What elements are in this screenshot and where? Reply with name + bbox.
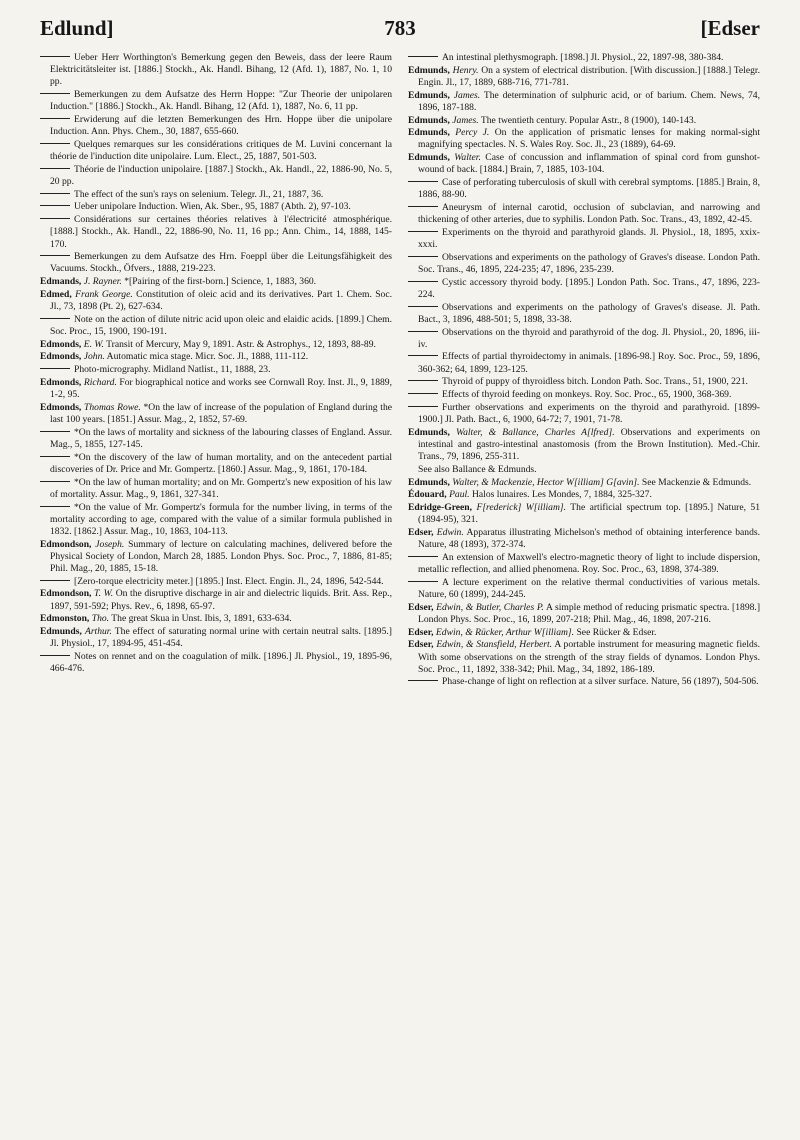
bibliography-entry: [408, 427, 760, 463]
bibliography-entry: [40, 402, 392, 426]
entry-text: Effects of partial thyroidectomy in animals. [1896-98.] Roy. Soc. Proc., 59, 1896, 360-362; 64, 1899, 123-125.: [418, 351, 760, 375]
entry-text: The artificial spectrum top. [1895.] Nature, 51 (1894-95), 321.: [418, 502, 760, 526]
entry-author-surname: Edmunds,: [408, 152, 450, 164]
ditto-dash: [40, 218, 70, 219]
ditto-dash: [40, 318, 70, 319]
entry-author-forename: Arthur.: [84, 626, 112, 638]
page-header: [40, 16, 760, 46]
entry-author-surname: Edmonston,: [40, 613, 90, 625]
bibliography-entry: [408, 90, 760, 114]
bibliography-entry: [40, 139, 392, 163]
bibliography-entry: [40, 89, 392, 113]
ditto-dash: [40, 93, 70, 94]
bibliography-entry: [408, 639, 760, 675]
entry-text: The great Skua in Unst. Ibis, 3, 1891, 633-634.: [111, 613, 292, 625]
entry-text: Experiments on the thyroid and parathyroid glands. Jl. Physiol., 18, 1895, xxix-xxxi.: [418, 226, 760, 251]
entry-text: The effect of the sun's rays on selenium. Telegr. Jl., 21, 1887, 36.: [74, 188, 324, 200]
bibliography-entry: [408, 676, 760, 688]
entry-text: On the application of prismatic lenses for making normal-sight magnifying spectacles. N. S. Wales Roy. Soc. Jl., 23 (1889), 64-69.: [418, 127, 760, 151]
ditto-dash: [40, 580, 70, 581]
bibliography-entry: [408, 402, 760, 426]
entry-author-forename: T. W.: [94, 588, 114, 600]
ditto-dash: [40, 456, 70, 457]
bibliography-entry: [408, 65, 760, 89]
entry-author-surname: Edmondson,: [40, 538, 92, 550]
right-column: [408, 52, 760, 689]
entry-text: *On the discovery of the law of human mortality, and on the antecedent partial discoveries of Dr. Price and Mr. Gompertz. [1860.] Assur. Mag., 9, 1861, 170-184.: [50, 451, 392, 475]
bibliography-entry: [408, 489, 760, 501]
entry-text: Summary of lecture on calculating machines, delivered before the Physical Society of London, March 28, 1885. London Phys. Soc. Proc., 7, 1886, 81-85; Phil. Mag., 20, 1885, 15-18.: [50, 538, 392, 574]
entry-author-surname: Edmunds,: [408, 127, 450, 139]
entry-text: Observations and experiments on the pathology of Graves's disease. London Path. Soc. Trans., 46, 1895, 224-235; 47, 1896, 235-239.: [418, 251, 760, 275]
entry-author-surname: Edmonds,: [40, 338, 82, 350]
bibliography-entry: [40, 114, 392, 138]
ditto-dash: [408, 581, 438, 582]
entry-text: See also Ballance & Edmunds.: [418, 463, 537, 475]
entry-text: Halos lunaires. Les Mondes, 7, 1884, 325-327.: [472, 489, 652, 501]
entry-author-forename: Tho.: [91, 613, 110, 625]
left-column: [40, 52, 392, 676]
entry-text: Case of perforating tuberculosis of skull with cerebral symptoms. [1885.] Brain, 8, 1886, 88-90.: [418, 177, 760, 201]
entry-text: Apparatus illustrating Michelson's method of obtaining interference bands. Nature, 48 (1893), 372-374.: [418, 527, 760, 551]
bibliography-entry: [40, 427, 392, 451]
ditto-dash: [40, 143, 70, 144]
entry-text: Case of concussion and inflammation of spinal cord from gunshot-wound of back. [1884.] Brain, 7, 1885, 103-104.: [418, 152, 760, 176]
entry-author-surname: Edmonds,: [40, 351, 82, 363]
bibliography-entry: [408, 627, 760, 639]
bibliography-entry: [40, 613, 392, 625]
entry-author-surname: Edmunds,: [40, 626, 82, 638]
ditto-dash: [40, 368, 70, 369]
entry-author-forename: Thomas Rowe.: [84, 401, 141, 413]
ditto-dash: [40, 481, 70, 482]
entry-author-surname: Edser,: [408, 601, 434, 613]
entry-text: Bemerkungen zu dem Aufsatze des Herrn Hoppe: "Zur Theorie der unipolaren Induction." [1886.] Stockh., Ak. Handl. Bihang, 12 (Afd. 1), 1887, No. 6, 11 pp.: [50, 89, 392, 113]
bibliography-entry: [408, 502, 760, 526]
entry-text: *On the value of Mr. Gompertz's formula for the number living, in terms of the mortality according to age, compared with the value of a similar formula published in 1832. [1862.] Assur. Mag., 10, 1863, 104-113.: [50, 501, 392, 537]
ditto-dash: [408, 406, 438, 407]
entry-author-surname: Edmunds,: [408, 114, 450, 126]
bibliography-entry: [40, 214, 392, 250]
entry-text: Further observations and experiments on the thyroid and parathyroid. [1899-1900.] Jl. Path. Bact., 6, 1900, 64-72; 7, 1901, 71-78.: [418, 401, 760, 426]
bibliography-entry: [40, 276, 392, 288]
ditto-dash: [408, 556, 438, 557]
entry-text: Effects of thyroid feeding on monkeys. Roy. Soc. Proc., 65, 1900, 368-369.: [442, 389, 732, 401]
bibliography-entry: [40, 626, 392, 650]
bibliography-entry: [408, 527, 760, 551]
entry-text: *On the laws of mortality and sickness of the labouring classes of England. Assur. Mag., 5, 1855, 127-145.: [50, 426, 392, 450]
entry-author-surname: Edmonds,: [40, 401, 82, 413]
entry-author-surname: Edser,: [408, 639, 434, 651]
entry-text: On the disruptive discharge in air and dielectric liquids. Brit. Ass. Rep., 1897, 591-592; Phys. Rev., 6, 1898, 65-97.: [50, 588, 392, 612]
ditto-dash: [408, 256, 438, 257]
ditto-dash: [408, 355, 438, 356]
entry-text: Considérations sur certaines théories relatives à l'électricité atmosphérique. [1888.] Stockh., Ak. Handl., 22, 1886-90, No. 11, 16 pp.; Ann. Chim., 14, 1888, 145-170.: [50, 214, 392, 250]
entry-text: An extension of Maxwell's electro-magnetic theory of light to include dispersion, metallic reflection, and allied phenomena. Roy. Soc. Proc., 63, 1898, 374-389.: [418, 551, 760, 576]
entry-author-forename: Frank George.: [75, 288, 133, 300]
bibliography-entry: [408, 552, 760, 576]
entry-text: See Rücker & Edser.: [576, 626, 657, 638]
entry-text: On a system of electrical distribution. [With discussion.] [1888.] Telegr. Engin. Jl., 17, 1889, 688-716, 771-781.: [418, 64, 760, 88]
header-left-running-head: Edlund]: [40, 16, 114, 40]
entry-author-surname: Edmands,: [40, 276, 82, 288]
bibliography-entry: [408, 389, 760, 401]
ditto-dash: [40, 506, 70, 507]
ditto-dash: [408, 206, 438, 207]
entry-text: *On the law of human mortality; and on Mr. Gompertz's new exposition of his law of mortality. Assur. Mag., 9, 1861, 327-341.: [50, 476, 392, 500]
entry-author-surname: Édouard,: [408, 489, 447, 501]
entry-text: Automatic mica stage. Micr. Soc. Jl., 1888, 111-112.: [106, 351, 309, 363]
entry-author-forename: Percy J.: [455, 127, 490, 139]
bibliography-entry: [40, 289, 392, 313]
entry-author-forename: Joseph.: [95, 538, 125, 550]
entry-text: [Zero-torque electricity meter.] [1895.] Inst. Elect. Engin. Jl., 24, 1896, 542-544.: [74, 575, 384, 587]
ditto-dash: [40, 118, 70, 119]
bibliography-entry: [408, 376, 760, 388]
ditto-dash: [40, 193, 70, 194]
bibliography-entry: [40, 201, 392, 213]
bibliography-entry: [408, 202, 760, 226]
entry-text: *[Pairing of the first-born.] Science, 1, 1883, 360.: [124, 276, 317, 288]
entry-author-surname: Edmunds,: [408, 64, 450, 76]
entry-text: See Mackenzie & Edmunds.: [641, 476, 752, 488]
ditto-dash: [408, 181, 438, 182]
entry-text: Transit of Mercury, May 9, 1891. Astr. & Astrophys., 12, 1893, 88-89.: [106, 338, 376, 350]
entry-author-forename: Edwin, & Butler, Charles P.: [436, 601, 544, 613]
bibliography-entry: [40, 52, 392, 88]
entry-text: Thyroid of puppy of thyroidless bitch. London Path. Soc. Trans., 51, 1900, 221.: [442, 376, 748, 388]
ditto-dash: [40, 255, 70, 256]
ditto-dash: [40, 56, 70, 57]
bibliography-entry: [408, 177, 760, 201]
entry-author-surname: Edser,: [408, 527, 434, 538]
entry-text: Erwiderung auf die letzten Bemerkungen des Hrn. Hoppe über die unipolare Induction. Ann. Phys. Chem., 30, 1887, 655-660.: [50, 113, 392, 138]
entry-author-forename: James.: [452, 114, 479, 126]
entry-text: Aneurysm of internal carotid, occlusion of subclavian, and narrowing and thickening of other arteries, due to syphilis. London Path. Soc. Trans., 43, 1892, 42-45.: [418, 202, 760, 226]
entry-text: Observations and experiments on the pathology of Graves's disease. Jl. Path. Bact., 3, 1896, 488-501; 5, 1898, 33-38.: [418, 301, 760, 325]
bibliography-entry: [40, 364, 392, 376]
entry-text: Cystic accessory thyroid body. [1895.] London Path. Soc. Trans., 47, 1896, 223-224.: [418, 276, 760, 300]
entry-author-surname: Edmunds,: [408, 476, 450, 488]
entry-author-forename: Richard.: [83, 376, 117, 388]
bibliography-entry: [408, 477, 760, 489]
ditto-dash: [408, 231, 438, 232]
bibliography-entry: [40, 314, 392, 338]
ditto-dash: [408, 680, 438, 681]
entry-text: Photo-micrography. Midland Natlist., 11, 1888, 23.: [74, 364, 271, 376]
entry-text: Théorie de l'induction unipolaire. [1887.] Stockh., Ak. Handl., 22, 1886-90, No. 5, 20 pp.: [50, 163, 392, 187]
entry-text: For biographical notice and works see Cornwall Roy. Inst. Jl., 9, 1889, 1-2, 95.: [50, 376, 392, 401]
entry-text: The effect of saturating normal urine with certain neutral salts. [1895.] Jl. Physiol., 17, 1894-95, 451-454.: [50, 626, 392, 650]
entry-text: A portable instrument for measuring magnetic fields. With some observations on the strength of the stray fields of dynamos. London Phys. Soc. Proc., 11, 1892, 338-342; Phil. Mag., 34, 1892, 186-189.: [418, 639, 760, 675]
bibliography-entry: [408, 227, 760, 251]
bibliography-entry: [408, 327, 760, 351]
page-number: 783: [384, 16, 416, 40]
bibliography-entry: [40, 651, 392, 675]
ditto-dash: [40, 168, 70, 169]
bibliography-entry: [40, 588, 392, 612]
bibliography-entry: [408, 277, 760, 301]
entry-author-forename: James.: [453, 89, 481, 101]
entry-text: A simple method of reducing prismatic spectra. [1898.] London Phys. Soc. Proc., 16, 1899, 207-218; Phil. Mag., 46, 1898, 207-216.: [418, 601, 761, 625]
header-right-running-head: [Edser: [700, 16, 760, 40]
entry-text: Observations on the thyroid and parathyroid of the dog. Jl. Physiol., 20, 1896, iii-iv.: [418, 326, 760, 350]
bibliography-entry: [40, 576, 392, 588]
bibliography-entry: [40, 351, 392, 363]
ditto-dash: [408, 281, 438, 282]
entry-text: The determination of sulphuric acid, or of barium. Chem. News, 74, 1896, 187-188.: [418, 89, 760, 113]
entry-text: Observations and experiments on intestinal and gastro-intestinal anastomosis (from the Brown Institution). Med.-Chir. Trans., 79, 1896, 255-311.: [418, 426, 760, 463]
entry-author-forename: E. W.: [83, 338, 104, 350]
bibliography-entry: [408, 115, 760, 127]
bibliography-entry: [408, 351, 760, 375]
bibliography-entry: [408, 302, 760, 326]
ditto-dash: [40, 655, 70, 656]
bibliography-entry: [40, 189, 392, 201]
bibliography-entry: [40, 477, 392, 501]
entry-text: Notes on rennet and on the coagulation of milk. [1896.] Jl. Physiol., 19, 1895-96, 466-476.: [50, 650, 392, 675]
bibliography-entry: [40, 377, 392, 401]
ditto-dash: [408, 331, 438, 332]
entry-author-surname: Edmed,: [40, 288, 72, 300]
bibliography-entry: [40, 164, 392, 188]
entry-author-forename: Henry.: [452, 64, 479, 76]
entry-text: A lecture experiment on the relative thermal conductivities of various metals. Nature, 60 (1899), 244-245.: [418, 576, 760, 600]
bibliography-entry: [408, 152, 760, 176]
entry-text: Bemerkungen zu dem Aufsatze des Hrn. Foeppl über die Leitungsfähigkeit des Vacuums. Stockh., Öfvers., 1888, 219-223.: [50, 251, 392, 275]
entry-author-forename: John.: [83, 351, 105, 363]
bibliography-entry: [408, 52, 760, 64]
entry-author-forename: F[rederick] W[illiam].: [476, 502, 567, 514]
bibliography-entry: [40, 539, 392, 575]
entry-text: Phase-change of light on reflection at a silver surface. Nature, 56 (1897), 504-506.: [442, 676, 759, 688]
entry-author-forename: Walter, & Ballance, Charles A[lfred].: [455, 426, 615, 438]
entry-author-surname: Edmunds,: [408, 426, 450, 438]
entry-author-forename: J. Rayner.: [83, 276, 122, 288]
ditto-dash: [408, 380, 438, 381]
ditto-dash: [408, 393, 438, 394]
entry-text: Ueber unipolare Induction. Wien, Ak. Sber., 95, 1887 (Abth. 2), 97-103.: [74, 201, 351, 213]
entry-author-forename: Edwin, & Rücker, Arthur W[illiam].: [435, 626, 575, 638]
entry-author-surname: Edmonds,: [40, 376, 82, 388]
entry-author-surname: Edmunds,: [408, 89, 450, 101]
bibliography-entry: [408, 602, 760, 626]
entry-text: Constitution of oleic acid and its derivatives. Part 1. Chem. Soc. Jl., 73, 1898 (Pt. 2), 627-634.: [50, 288, 392, 313]
entry-author-surname: Edmondson,: [40, 588, 92, 600]
bibliography-entry: [40, 502, 392, 538]
bibliography-entry: [40, 251, 392, 275]
entry-text: An intestinal plethysmograph. [1898.] Jl. Physiol., 22, 1897-98, 380-384.: [442, 52, 724, 63]
entry-text: *On the law of increase of the population of England during the last 100 years. [1851.] Assur. Mag., 2, 1852, 57-69.: [50, 401, 393, 426]
entry-text: The twentieth century. Popular Astr., 8 (1900), 140-143.: [480, 114, 697, 126]
entry-author-forename: Edwin, & Stansfield, Herbert.: [436, 639, 553, 651]
entry-text: Ueber Herr Worthington's Bemerkung gegen den Beweis, dass der leere Raum Elektricitätsleiter ist. [1886.] Stockh., Ak. Handl. Bihang, 12 (Afd. 1), 1887, No. 1, 10 pp.: [50, 52, 392, 88]
entry-author-forename: Paul.: [449, 489, 470, 501]
entry-text: Quelques remarques sur les considérations critiques de M. Luvini concernant la théorie de l'induction dite unipolaire. Lum. Elect., 25, 1887, 501-503.: [50, 138, 392, 163]
bibliography-entry: [408, 127, 760, 151]
bibliography-entry: [408, 577, 760, 601]
entry-author-forename: Edwin.: [436, 527, 464, 538]
ditto-dash: [40, 205, 70, 206]
bibliography-entry: [408, 252, 760, 276]
ditto-dash: [40, 431, 70, 432]
bibliography-entry: [40, 452, 392, 476]
bibliography-entry: [408, 464, 760, 476]
entry-author-surname: Edser,: [408, 626, 434, 638]
entry-author-forename: Walter.: [454, 152, 481, 164]
entry-author-surname: Edridge-Green,: [408, 502, 473, 514]
ditto-dash: [408, 56, 438, 57]
entry-author-forename: Walter, & Mackenzie, Hector W[illiam] G[avin].: [452, 476, 640, 488]
entry-text: Note on the action of dilute nitric acid upon oleic and elaidic acids. [1899.] Chem. Soc. Proc., 15, 1900, 190-191.: [50, 313, 392, 337]
bibliography-entry: [40, 339, 392, 351]
ditto-dash: [408, 306, 438, 307]
